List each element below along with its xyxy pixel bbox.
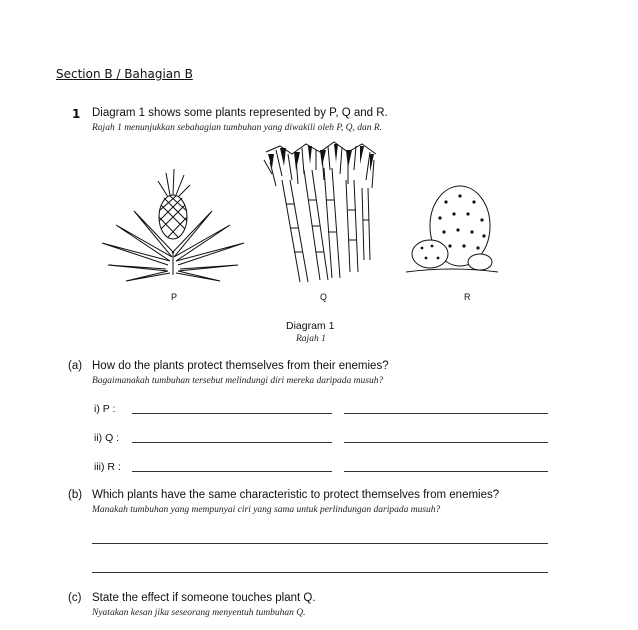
answer-line-b-2[interactable] [92,572,548,573]
part-c-question-ms: Nyatakan kesan jika seseorang menyentuh tumbuhan Q. [92,608,306,618]
part-a-item-q: ii) Q : [94,432,120,444]
cactus-plant-illustration [402,182,502,278]
part-b-question-en: Which plants have the same characteristic to protect themselves from enemies? [92,489,500,501]
question-intro-en: Diagram 1 shows some plants represented by P, Q and R. [92,107,388,119]
label-q: Q [320,292,328,302]
label-p: P [171,292,178,302]
diagram-caption-en: Diagram 1 [286,320,335,332]
part-a-letter: (a) [68,360,83,372]
bamboo-plant-illustration [262,140,380,286]
answer-line-q-1[interactable] [132,442,332,443]
question-number: 1 [72,107,81,121]
section-title: Section B / Bahagian B [56,67,193,81]
part-a-question-en: How do the plants protect themselves from their enemies? [92,360,389,372]
question-intro-ms: Rajah 1 menunjukkan sebahagian tumbuhan yang diwakili oleh P, Q, dan R. [92,123,383,133]
answer-line-p-2[interactable] [344,413,548,414]
part-c-letter: (c) [68,592,82,604]
label-r: R [464,292,471,302]
answer-line-p-1[interactable] [132,413,332,414]
part-a-item-p: i) P : [94,403,116,415]
pineapple-plant-illustration [98,165,248,285]
part-a-question-ms: Bagaimanakah tumbuhan tersebut melindungi diri mereka daripada musuh? [92,376,384,386]
part-a-item-r: iii) R : [94,461,121,473]
answer-line-r-2[interactable] [344,471,548,472]
answer-line-r-1[interactable] [132,471,332,472]
part-b-letter: (b) [68,489,83,501]
part-c-question-en: State the effect if someone touches plant Q. [92,592,316,604]
answer-line-b-1[interactable] [92,543,548,544]
part-b-question-ms: Manakah tumbuhan yang mempunyai ciri yang sama untuk perlindungan daripada musuh? [92,505,441,515]
answer-line-q-2[interactable] [344,442,548,443]
diagram-caption-ms: Rajah 1 [296,334,326,344]
